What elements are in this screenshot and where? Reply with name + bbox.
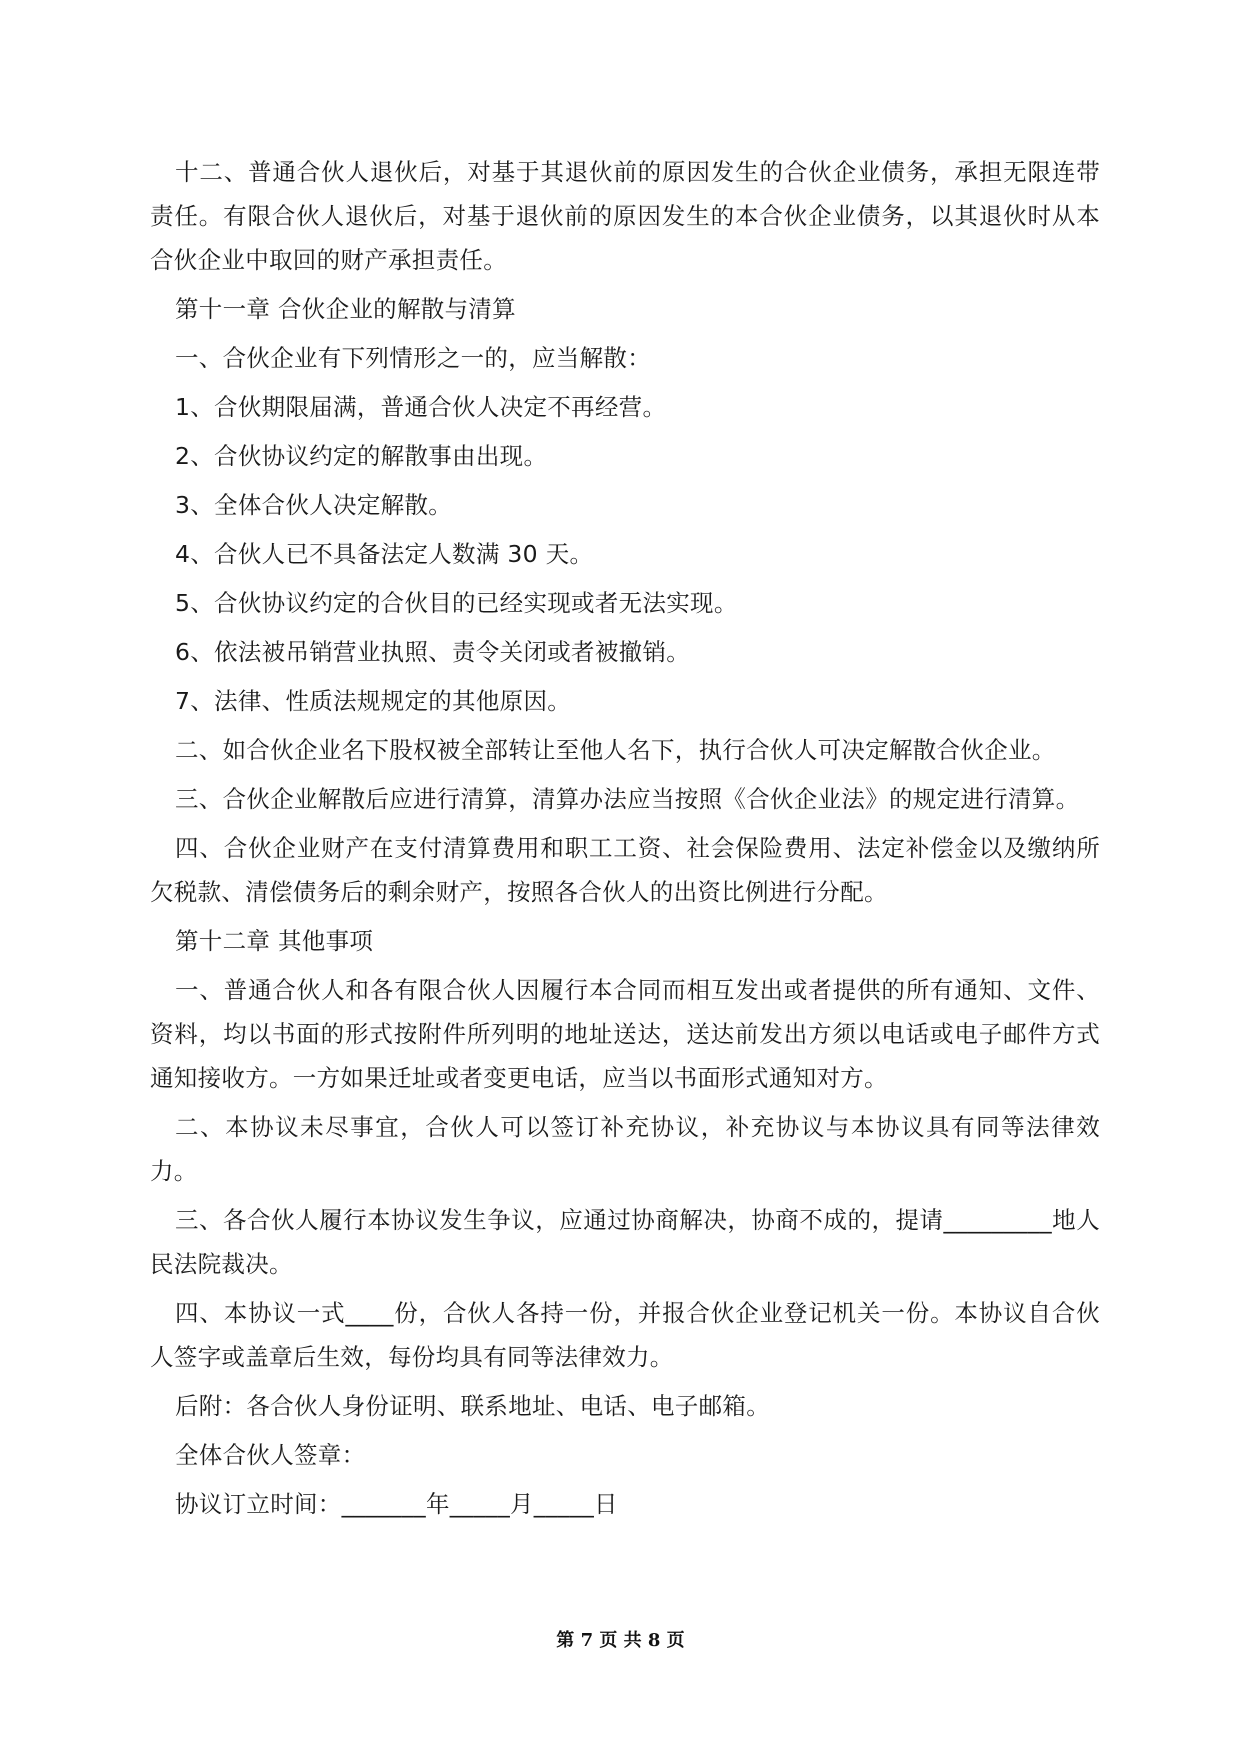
clause-dispute-resolution: 三、各合伙人履行本协议发生争议，应通过协商解决，协商不成的，提请_________地人民法院裁决。 bbox=[150, 1206, 1100, 1278]
dissolution-intro: 一、合伙企业有下列情形之一的，应当解散： bbox=[175, 344, 651, 372]
clause-notices: 一、普通合伙人和各有限合伙人因履行本合同而相互发出或者提供的所有通知、文件、资料，均以书面的形式按附件所列明的地址送达，送达前发出方须以电话或电子邮件方式通知接收方。一方如果迁址或者变更电话，应当以书面形式通知对方。 bbox=[150, 976, 1100, 1092]
attachments-note: 后附：各合伙人身份证明、联系地址、电话、电子邮箱。 bbox=[175, 1392, 770, 1420]
document-body bbox=[150, 150, 1100, 1531]
clause-asset-distribution: 四、合伙企业财产在支付清算费用和职工工资、社会保险费用、法定补偿金以及缴纳所欠税款、清偿债务后的剩余财产，按照各合伙人的出资比例进行分配。 bbox=[150, 834, 1100, 906]
chapter-11-heading: 第十一章 合伙企业的解散与清算 bbox=[175, 295, 516, 323]
clause-copies-effectiveness: 四、本协议一式____份，合伙人各持一份，并报合伙企业登记机关一份。本协议自合伙人签字或盖章后生效，每份均具有同等法律效力。 bbox=[150, 1299, 1100, 1371]
clause-12-withdrawal-liability: 十二、普通合伙人退伙后，对基于其退伙前的原因发生的合伙企业债务，承担无限连带责任。有限合伙人退伙后，对基于退伙前的原因发生的本合伙企业债务，以其退伙时从本合伙企业中取回的财产承担责任。 bbox=[150, 158, 1100, 274]
partners-signature-line: 全体合伙人签章： bbox=[175, 1441, 366, 1469]
clause-supplementary-agreement: 二、本协议未尽事宜，合伙人可以签订补充协议，补充协议与本协议具有同等法律效力。 bbox=[150, 1113, 1100, 1185]
dissolution-item-4: 4、合伙人已不具备法定人数满 30 天。 bbox=[175, 540, 594, 568]
page-number-footer: 第 7 页 共 8 页 bbox=[556, 1630, 685, 1651]
agreement-date-line: 协议订立时间：_______年_____月_____日 bbox=[175, 1490, 618, 1518]
chapter-12-heading: 第十二章 其他事项 bbox=[175, 927, 374, 955]
dissolution-item-7: 7、法律、性质法规规定的其他原因。 bbox=[175, 687, 572, 715]
dissolution-item-1: 1、合伙期限届满，普通合伙人决定不再经营。 bbox=[175, 393, 667, 421]
clause-liquidation-method: 三、合伙企业解散后应进行清算，清算办法应当按照《合伙企业法》的规定进行清算。 bbox=[175, 785, 1080, 813]
dissolution-item-6: 6、依法被吊销营业执照、责令关闭或者被撤销。 bbox=[175, 638, 691, 666]
dissolution-item-5: 5、合伙协议约定的合伙目的已经实现或者无法实现。 bbox=[175, 589, 738, 617]
clause-equity-transfer-dissolution: 二、如合伙企业名下股权被全部转让至他人名下，执行合伙人可决定解散合伙企业。 bbox=[175, 736, 1056, 764]
dissolution-item-2: 2、合伙协议约定的解散事由出现。 bbox=[175, 442, 548, 470]
dissolution-item-3: 3、全体合伙人决定解散。 bbox=[175, 491, 453, 519]
